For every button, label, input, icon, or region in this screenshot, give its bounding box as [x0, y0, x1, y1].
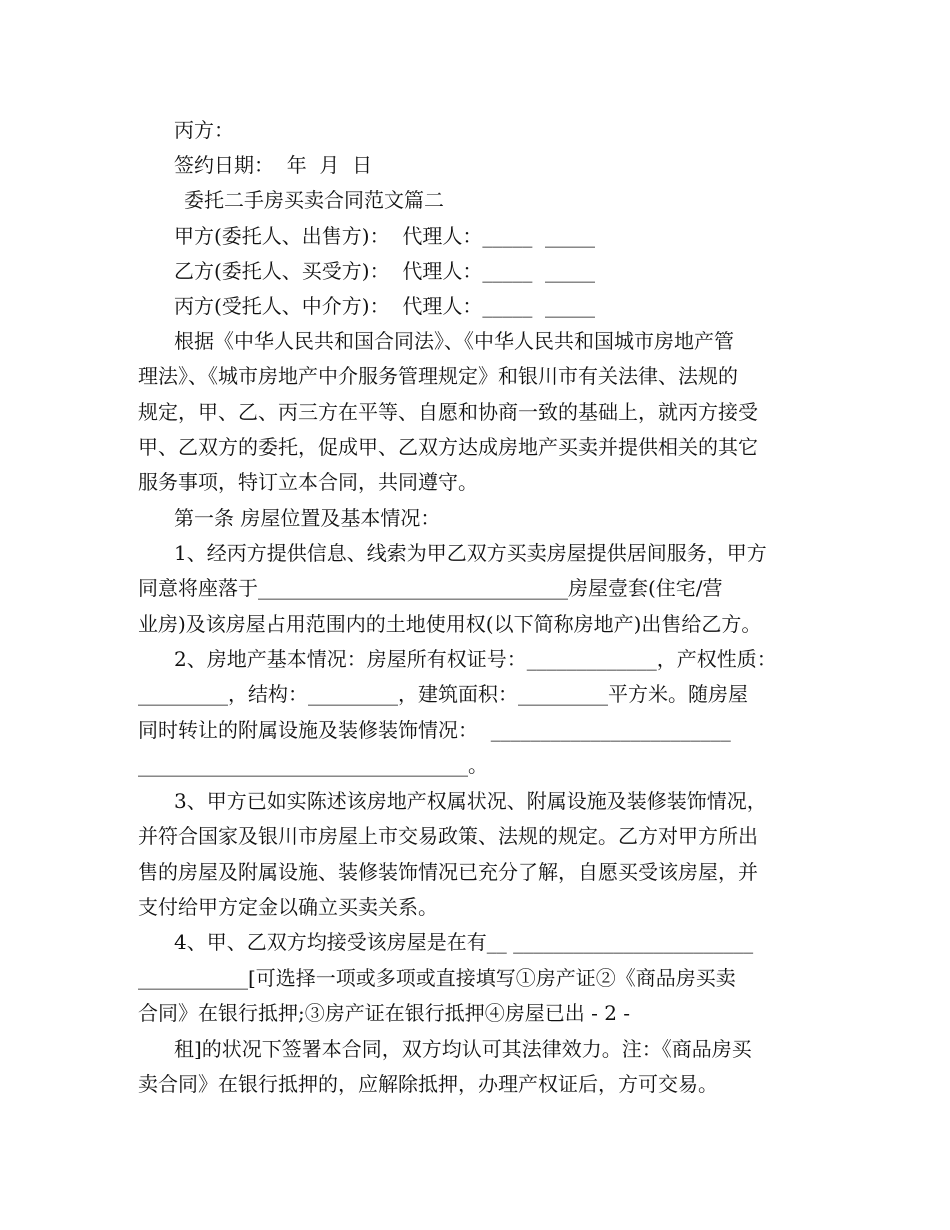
- paragraph-line: 甲、乙双方的委托，促成甲、乙双方达成房地产买卖并提供相关的其它: [138, 435, 758, 459]
- paragraph-line: 规定，甲、乙、丙三方在平等、自愿和协商一致的基础上，就丙方接受: [138, 400, 758, 424]
- paragraph-line: 租]的状况下签署本合同，双方均认可其法律效力。注：《商品房买: [174, 1037, 752, 1061]
- paragraph-line: ___________[可选择一项或多项或直接填写①房产证②《商品房买卖: [138, 966, 736, 990]
- party-c-label: 丙方：: [174, 118, 234, 142]
- paragraph-line: 3、甲方已如实陈述该房地产权属状况、附属设施及装修装饰情况，: [174, 789, 767, 813]
- paragraph-line: 根据《中华人民共和国合同法》、《中华人民共和国城市房地产管: [174, 329, 734, 353]
- paragraph-line: _________，结构：_________，建筑面积：_________平方米。随房屋: [138, 682, 748, 706]
- party-a-line: 甲方(委托人、出售方)： 代理人：_____ _____: [174, 224, 596, 248]
- paragraph-line: _________________________________。: [138, 753, 488, 777]
- paragraph-line: 并符合国家及银川市房屋上市交易政策、法规的规定。乙方对甲方所出: [138, 824, 758, 848]
- party-c-line: 丙方(受托人、中介方)： 代理人：_____ _____: [174, 294, 596, 318]
- paragraph-line-with-page-number: 合同》在银行抵押;③房产证在银行抵押④房屋已出 - 2 -: [138, 1001, 631, 1025]
- paragraph-line: 售的房屋及附属设施、装修装饰情况已充分了解，自愿买受该房屋，并: [138, 860, 758, 884]
- paragraph-line: 服务事项，特订立本合同，共同遵守。: [138, 470, 478, 494]
- paragraph-line: 2、房地产基本情况：房屋所有权证号：_____________，产权性质：: [174, 647, 777, 671]
- paragraph-line: 同意将座落于_______________________________房屋壹套(住宅/营: [138, 576, 723, 600]
- paragraph-line: 业房)及该房屋占用范围内的土地使用权(以下简称房地产)出售给乙方。: [138, 612, 762, 636]
- paragraph-line: 理法》、《城市房地产中介服务管理规定》和银川市有关法律、法规的: [138, 364, 738, 388]
- paragraph-line: 1、经丙方提供信息、线索为甲乙双方买卖房屋提供居间服务，甲方: [174, 541, 767, 565]
- signing-date-line: 签约日期： 年 月 日: [174, 153, 373, 177]
- section-title: 委托二手房买卖合同范文篇二: [184, 188, 444, 212]
- paragraph-line: 4、甲、乙双方均接受该房屋是在有__ ________________________: [174, 930, 754, 954]
- paragraph-line: 支付给甲方定金以确立买卖关系。: [138, 895, 438, 919]
- paragraph-line: 卖合同》在银行抵押的，应解除抵押，办理产权证后，方可交易。: [138, 1072, 718, 1096]
- paragraph-line: 同时转让的附属设施及装修装饰情况： ________________________: [138, 718, 731, 742]
- article-heading: 第一条 房屋位置及基本情况：: [174, 506, 441, 530]
- party-b-line: 乙方(委托人、买受方)： 代理人：_____ _____: [174, 259, 596, 283]
